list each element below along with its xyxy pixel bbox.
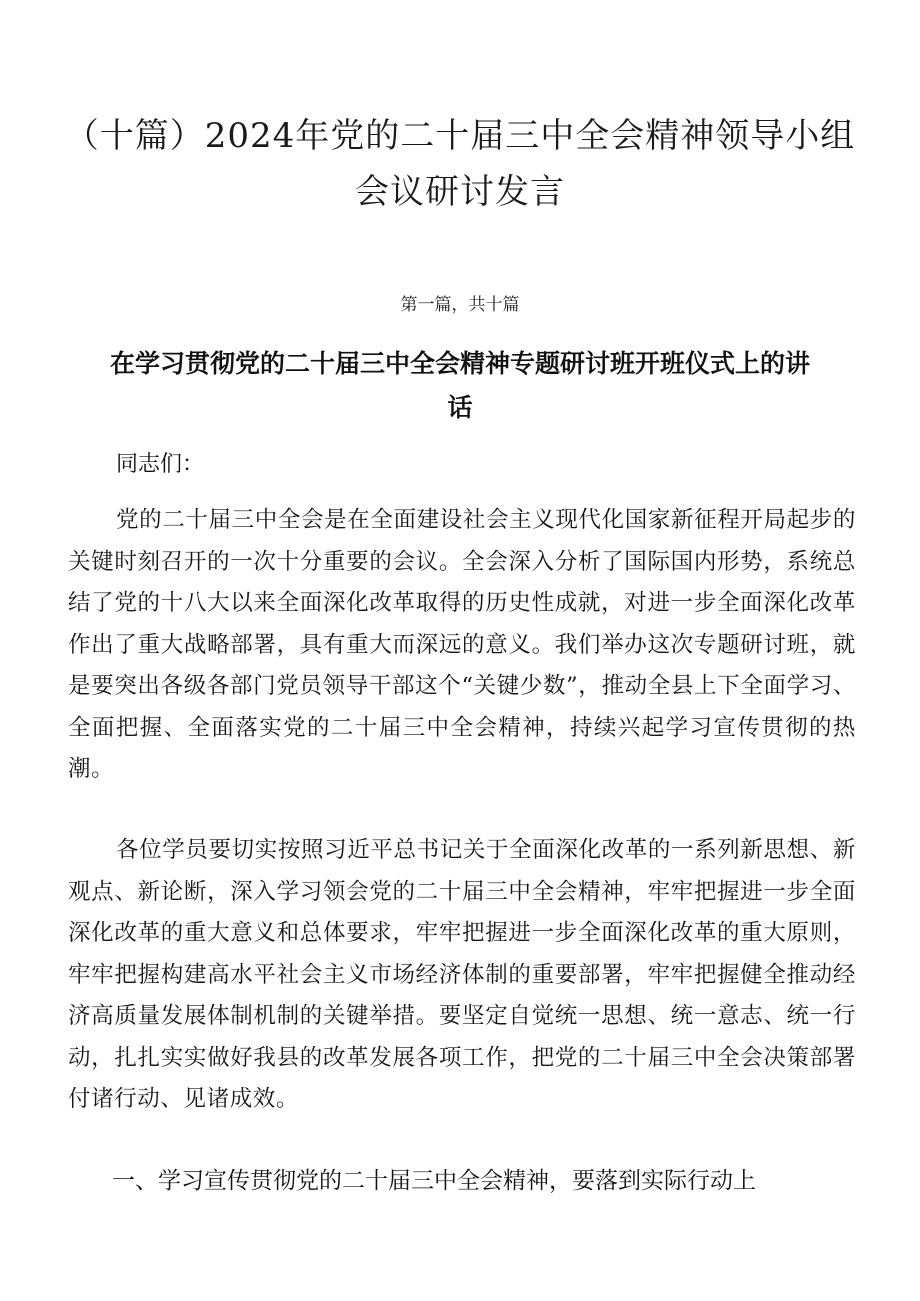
greeting: 同志们：	[116, 452, 205, 477]
body-paragraph: 各位学员要切实按照习近平总书记关于全面深化改革的一系列新思想、新观点、新论断，深入学习领会党的二十届三中全会精神，牢牢把握进一步全面深化改革的重大意义和总体要求，牢牢把握进一步全面深化改革的重大原则，牢牢把握构建高水平社会主义市场经济体制的重要部署，牢牢把握健全推动经济高质量发展体制机制的关键举措。要坚定自觉统一思想、统一意志、统一行动，扎扎实实做好我县的改革发展各项工作，把党的二十届三中全会决策部署付诸行动、见诸成效。	[68, 837, 856, 1112]
section-label: 第一篇，共十篇	[400, 295, 520, 315]
section-heading: 一、学习宣传贯彻党的二十届三中全会精神，要落到实际行动上	[112, 1168, 756, 1194]
speech-title: 在学习贯彻党的二十届三中全会精神专题研讨班开班仪式上的讲话	[110, 349, 811, 422]
document-title: （十篇）2024年党的二十届三中全会精神领导小组会议研讨发言	[64, 116, 856, 212]
body-paragraph: 党的二十届三中全会是在全面建设社会主义现代化国家新征程开局起步的关键时刻召开的一次十分重要的会议。全会深入分析了国际国内形势，系统总结了党的十八大以来全面深化改革取得的历史性成就，对进一步全面深化改革作出了重大战略部署，具有重大而深远的意义。我们举办这次专题研讨班，就是要突出各级各部门党员领导干部这个“关键少数”，推动全县上下全面学习、全面把握、全面落实党的二十届三中全会精神，持续兴起学习宣传贯彻的热潮。	[68, 507, 856, 782]
